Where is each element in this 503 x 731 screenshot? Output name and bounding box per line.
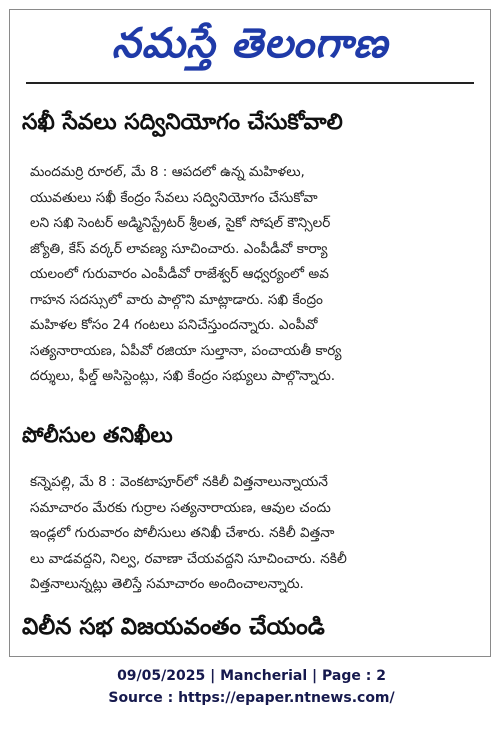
- footer-date-edition: 09/05/2025 | Mancherial | Page : 2: [117, 668, 386, 684]
- article1-line: మందమర్రి రూరల్, మే 8 : ఆపదలో ఉన్న మహిళలు,: [30, 164, 305, 180]
- footer-source: Source : https://epaper.ntnews.com/: [108, 690, 395, 706]
- article2-line: ఇండ్లలో గురువారం పోలీసులు తనిఖీ చేశారు. నకిలీ విత్తనా: [30, 525, 335, 541]
- article2-line: సమాచారం మేరకు గుర్రాల సత్యనారాయణ, ఆవుల చందు: [30, 499, 331, 516]
- article2-headline: పోలీసుల తనిఖీలు: [22, 423, 173, 447]
- article1-line: సత్యనారాయణ, ఏపీవో రజియా సుల్తానా, పంచాయతీ కార్య: [30, 342, 342, 359]
- article1-headline: సఖీ సేవలు సద్వినియోగం చేసుకోవాలి: [22, 110, 343, 135]
- article1-body: [30, 160, 480, 390]
- article2-line: లు వాడవద్దని, నిల్వ, రవాణా చేయవద్దని సూచించారు. నకిలీ: [30, 550, 347, 567]
- article1-line: మహిళల కోసం 24 గంటలు పనిచేస్తుందన్నారు. ఎంపీవో: [30, 317, 318, 333]
- masthead-logo: నమస్తే తెలంగాణ: [111, 19, 389, 67]
- article2-line: విత్తనాలున్నట్లు తెలిస్తే సమాచారం అందించాలన్నారు.: [30, 576, 304, 592]
- article1-line: దర్శులు, ఫీల్డ్ అసిస్టెంట్లు, సఖి కేంద్రం సభ్యులు పాల్గొన్నారు.: [30, 368, 336, 384]
- article1-line: లని సఖి సెంటర్ అడ్మినిస్ట్రేటర్ శ్రీలత, సైకో సోషల్ కౌన్సిలర్: [30, 215, 331, 231]
- article1-line: గాహన సదస్సులో వారు పాల్గొని మాట్లాడారు. సఖి కేంద్రం: [30, 291, 323, 308]
- article1-line: యువతులు సఖీ కేంద్రం సేవలు సద్వినియోగం చేసుకోవా: [30, 189, 318, 206]
- newspaper-clipping: [9, 9, 491, 657]
- article3-headline: విలీన సభ విజయవంతం చేయండి: [22, 614, 325, 640]
- article2-body: [30, 470, 480, 598]
- article1-line: యలంలో గురువారం ఎంపీడీవో రాజేశ్వర్ ఆధ్వర్యంలో అవ: [30, 266, 329, 282]
- masthead-divider: [26, 82, 474, 84]
- article2-line: కన్నెపల్లి, మే 8 : వెంకటాపూర్‌లో నకిలీ విత్తనాలున్నాయనే: [30, 474, 328, 490]
- article1-line: జ్యోతి, కేస్ వర్కర్ లావణ్య సూచించారు. ఎంపీడీవో కార్యా: [30, 240, 328, 257]
